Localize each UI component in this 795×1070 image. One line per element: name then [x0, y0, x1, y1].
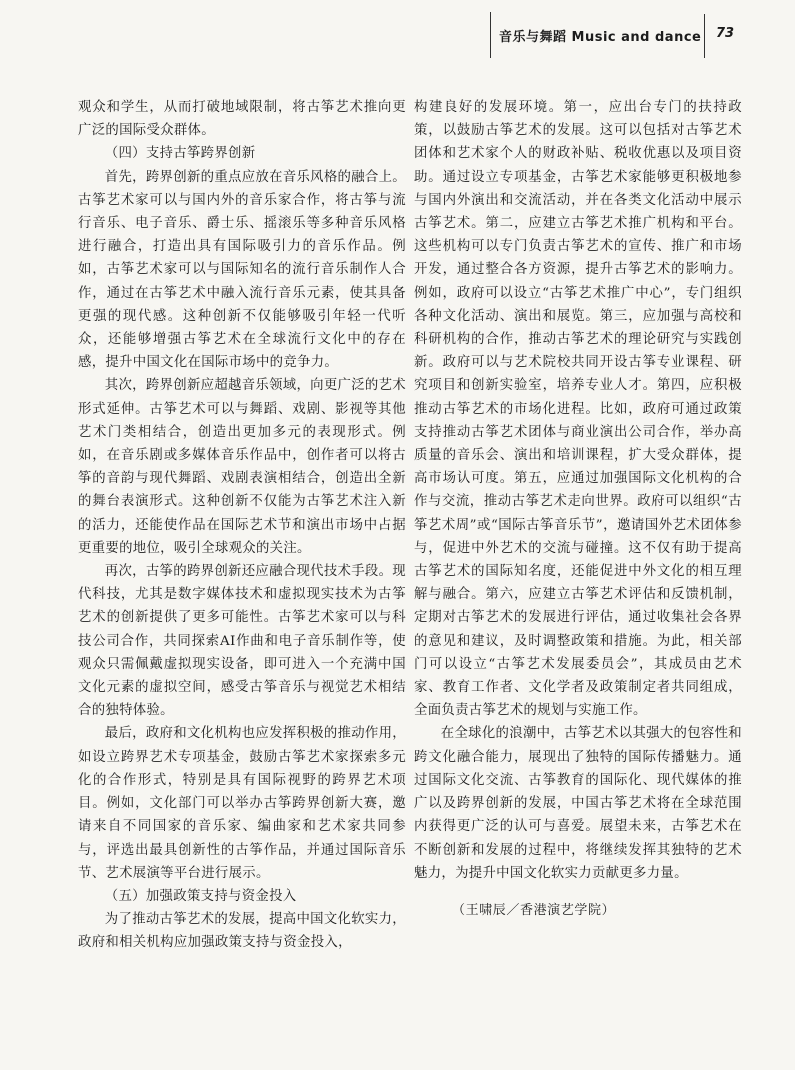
paragraph: 最后，政府和文化机构也应发挥积极的推动作用，如设立跨界艺术专项基金，鼓励古筝艺术家探索多元化的合作形式，特别是具有国际视野的跨界艺术项目。例如，文化部门可以举办古筝跨界创新大赛，邀请来自不同国家的音乐家、编曲家和艺术家共同参与，评选出最具创新性的古筝作品，并通过国际音乐节、艺术展演等平台进行展示。 [78, 726, 406, 881]
page-header [0, 0, 795, 62]
paragraph: 观众和学生，从而打破地域限制，将古筝艺术推向更广泛的国际受众群体。 [78, 100, 406, 139]
section-heading: （五）加强政策支持与资金投入 [104, 888, 297, 904]
section-heading: （四）支持古筝跨界创新 [104, 146, 256, 162]
paragraph: 再次，古筝的跨界创新还应融合现代技术手段。现代科技，尤其是数字媒体技术和虚拟现实技术为古筝艺术的创新提供了更多可能性。古筝艺术家可以与科技公司合作，共同探索AI作曲和电子音乐制作等，使观众只需佩戴虚拟现实设备，即可进入一个充满中国文化元素的虚拟空间，感受古筝音乐与视觉艺术相结合的独特体验。 [78, 564, 406, 719]
header-section-title: 音乐与舞蹈 Music and dance [499, 30, 702, 45]
header-divider [704, 14, 705, 58]
left-column [78, 96, 406, 955]
author-byline: （王啸辰／香港演艺学院） [452, 902, 616, 918]
right-column [414, 96, 742, 922]
page-number: 73 [716, 26, 735, 41]
paragraph: 构建良好的发展环境。第一，应出台专门的扶持政策，以鼓励古筝艺术的发展。这可以包括对古筝艺术团体和艺术家个人的财政补贴、税收优惠以及项目资助。通过设立专项基金，古筝艺术家能够更积极地参与国内外演出和交流活动，并在各类文化活动中展示古筝艺术。第二，应建立古筝艺术推广机构和平台。这些机构可以专门负责古筝艺术的宣传、推广和市场开发，通过整合各方资源，提升古筝艺术的影响力。例如，政府可以设立“古筝艺术推广中心”，专门组织各种文化活动、演出和展览。第三，应加强与高校和科研机构的合作，推动古筝艺术的理论研究与实践创新。政府可以与艺术院校共同开设古筝专业课程、研究项目和创新实验室，培养专业人才。第四，应积极推动古筝艺术的市场化进程。比如，政府可通过政策支持推动古筝艺术团体与商业演出公司合作，举办高质量的音乐会、演出和培训课程，扩大受众群体，提高市场认可度。第五，应通过加强国际文化机构的合作与交流，推动古筝艺术走向世界。政府可以组织“古筝艺术周”或“国际古筝音乐节”，邀请国外艺术团体参与，促进中外艺术的交流与碰撞。这不仅有助于提高古筝艺术的国际知名度，还能促进中外文化的相互理解与融合。第六，应建立古筝艺术评估和反馈机制，定期对古筝艺术的发展进行评估，通过收集社会各界的意见和建议，及时调整政策和措施。为此，相关部门可以设立“古筝艺术发展委员会”，其成员由艺术家、教育工作者、文化学者及政策制定者共同组成，全面负责古筝艺术的规划与实施工作。 [414, 100, 742, 719]
paragraph: 为了推动古筝艺术的发展，提高中国文化软实力，政府和相关机构应加强政策支持与资金投入， [78, 912, 406, 951]
paragraph: 其次，跨界创新应超越音乐领域，向更广泛的艺术形式延伸。古筝艺术可以与舞蹈、戏剧、影视等其他艺术门类相结合，创造出更加多元的表现形式。例如，在音乐剧或多媒体音乐作品中，创作者可以将古筝的音韵与现代舞蹈、戏剧表演相结合，创造出全新的舞台表演形式。这种创新不仅能为古筝艺术注入新的活力，还能使作品在国际艺术节和演出市场中占据更重要的地位，吸引全球观众的关注。 [78, 378, 406, 556]
paragraph: 在全球化的浪潮中，古筝艺术以其强大的包容性和跨文化融合能力，展现出了独特的国际传播魅力。通过国际文化交流、古筝教育的国际化、现代媒体的推广以及跨界创新的发展，中国古筝艺术将在全球范围内获得更广泛的认可与喜爱。展望未来，古筝艺术在不断创新和发展的过程中，将继续发挥其独特的艺术魅力，为提升中国文化软实力贡献更多力量。 [414, 726, 742, 881]
paragraph: 首先，跨界创新的重点应放在音乐风格的融合上。古筝艺术家可以与国内外的音乐家合作，将古筝与流行音乐、电子音乐、爵士乐、摇滚乐等多种音乐风格进行融合，打造出具有国际吸引力的音乐作品。例如，古筝艺术家可以与国际知名的流行音乐制作人合作，通过在古筝艺术中融入流行音乐元素，使其具备更强的现代感。这种创新不仅能够吸引年轻一代听众，还能够增强古筝艺术在全球流行文化中的存在感，提升中国文化在国际市场中的竞争力。 [78, 169, 406, 371]
